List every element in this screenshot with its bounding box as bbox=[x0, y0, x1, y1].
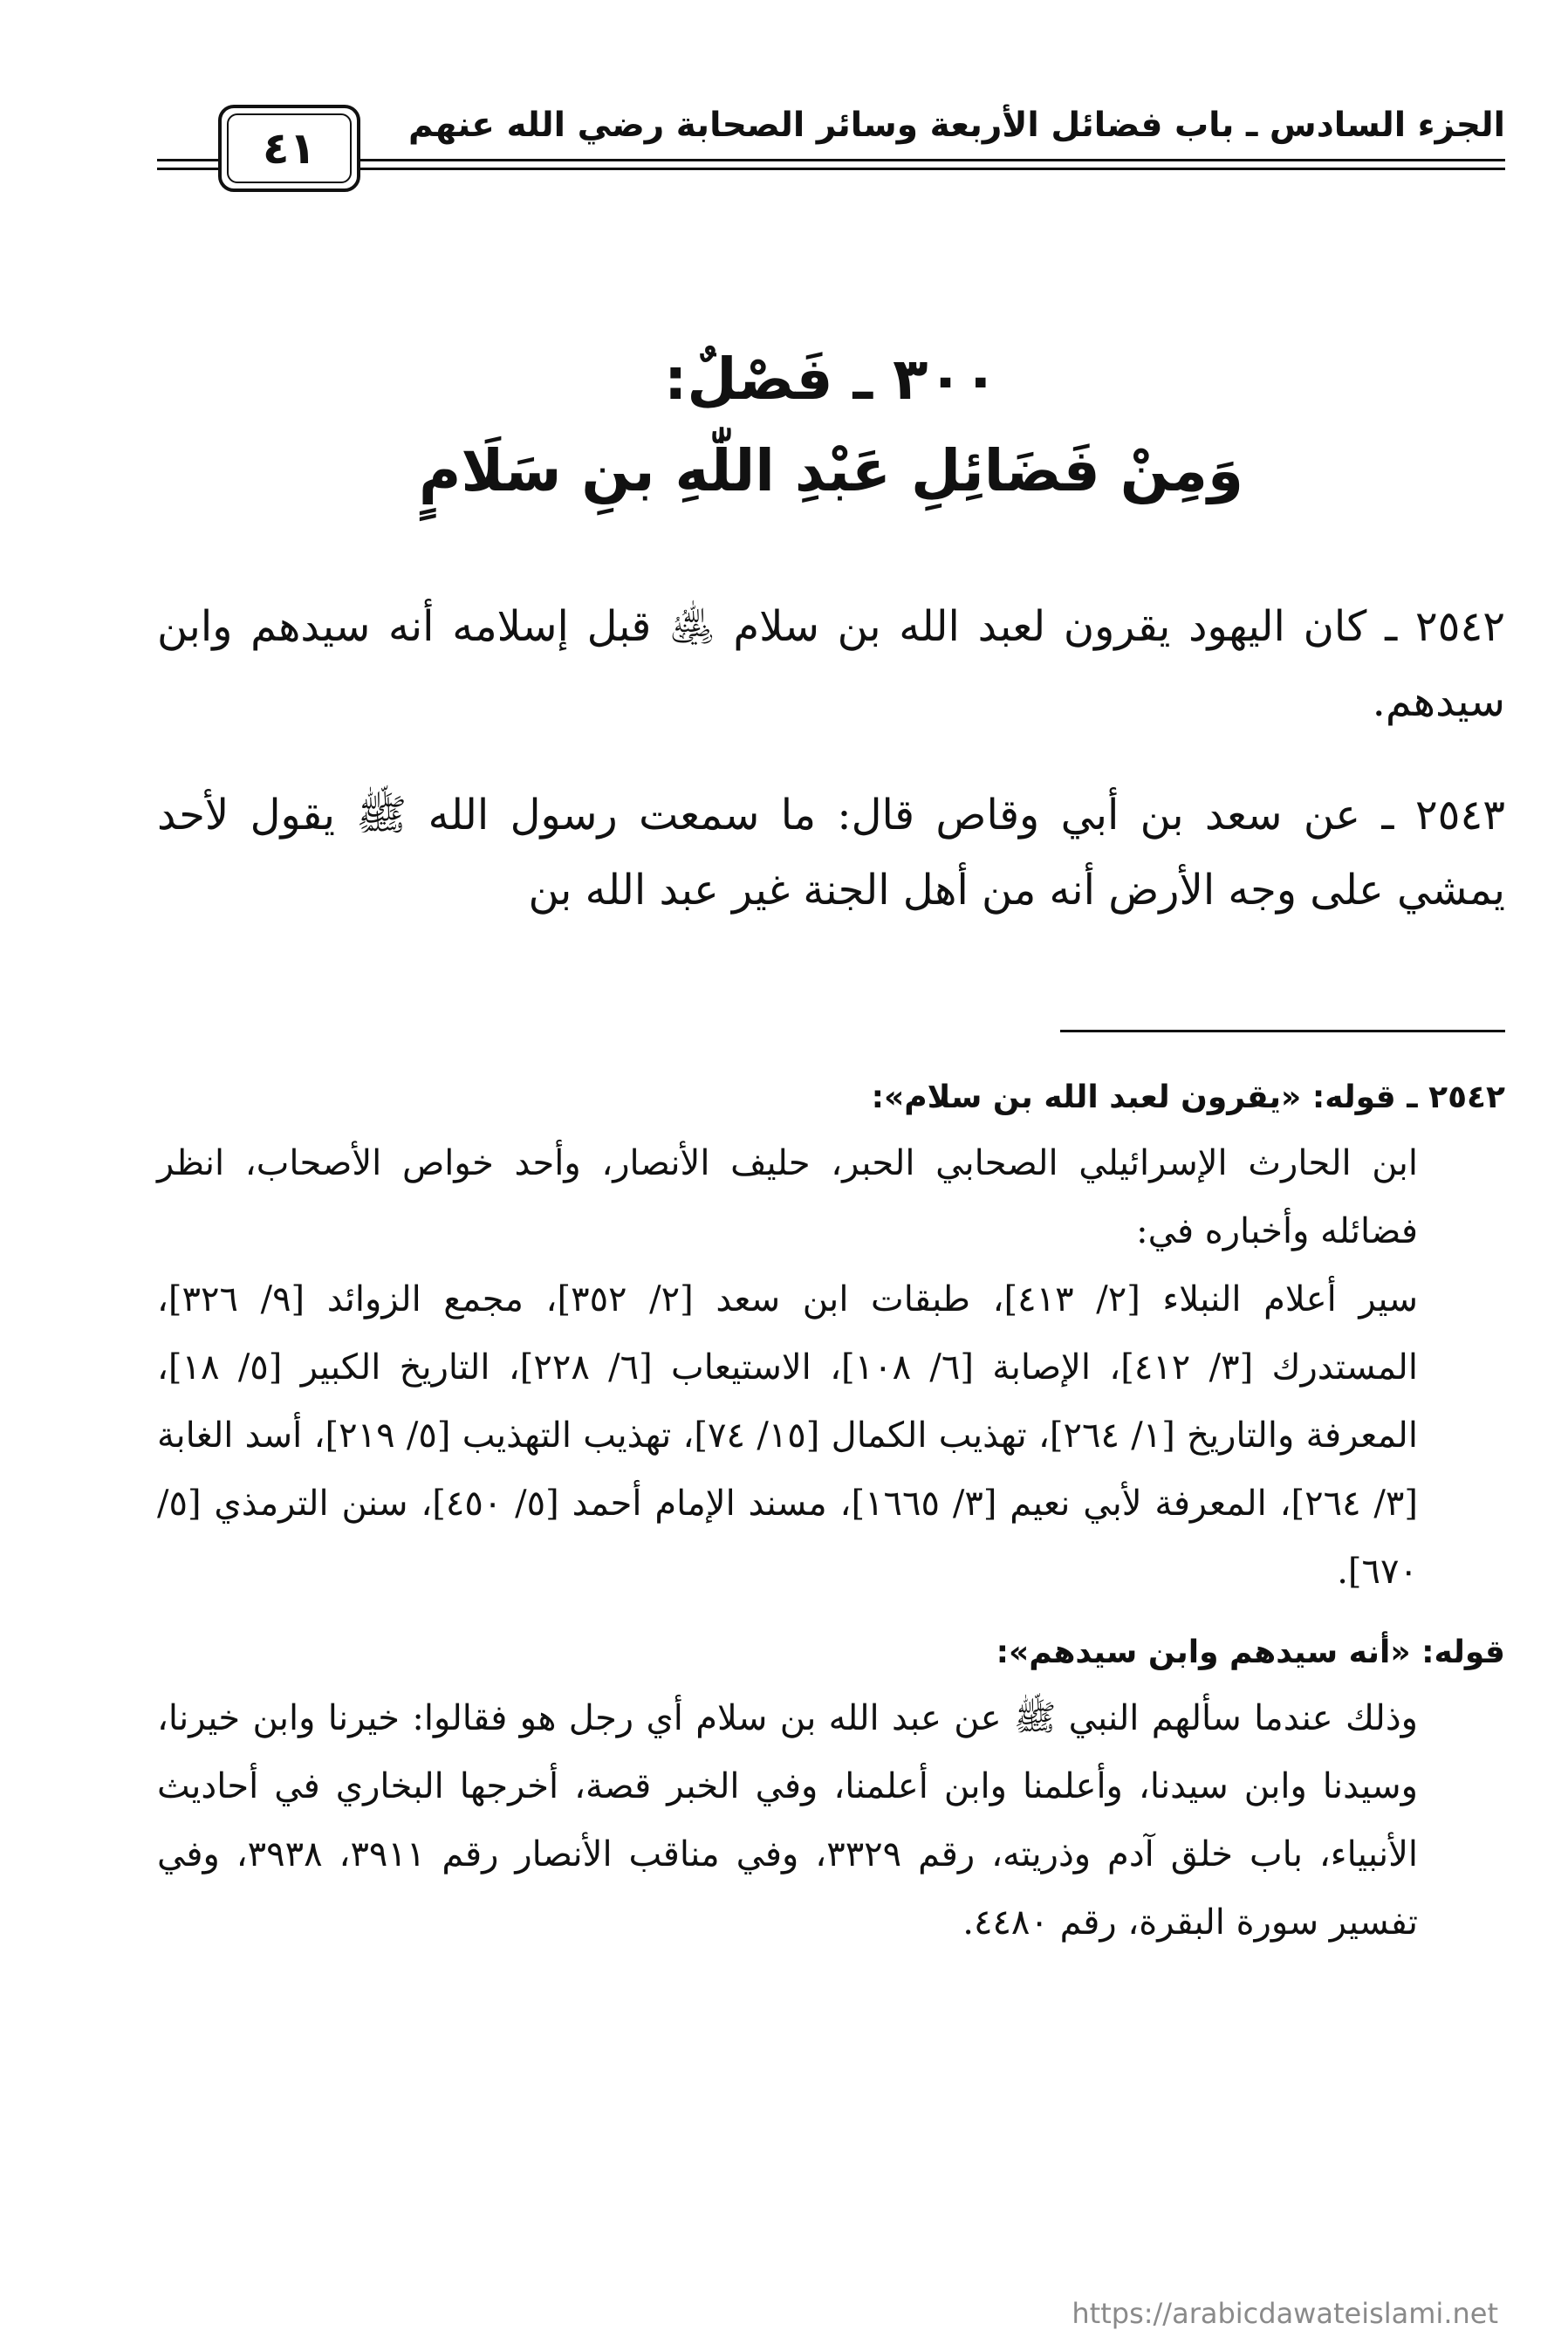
chapter-heading bbox=[157, 336, 1505, 519]
footnote-paragraph: ابن الحارث الإسرائيلي الصحابي الحبر، حليف الأنصار، وأحد خواص الأصحاب، انظر فضائله وأخباره في: bbox=[157, 1143, 1418, 1251]
running-header bbox=[157, 98, 1505, 202]
footnote-separator bbox=[1060, 1030, 1505, 1032]
hadith-2543: ٢٥٤٣ ـ عن سعد بن أبي وقاص قال: ما سمعت رسول الله ﷺ يقول لأحد يمشي على وجه الأرض أنه من أهل الجنة غير عبد الله بن bbox=[157, 791, 1505, 915]
footnote-heading-sayyiduhum: قوله: «أنه سيدهم وابن سيدهم»: bbox=[996, 1635, 1505, 1670]
running-title: الجزء السادس ـ باب فضائل الأربعة وسائر الصحابة رضي الله عنهم bbox=[407, 106, 1505, 145]
footnote-heading-2542: ٢٥٤٢ ـ قوله: «يقرون لعبد الله بن سلام»: bbox=[871, 1079, 1505, 1115]
section-number: ٣٠٠ ـ فَصْلٌ: bbox=[664, 346, 998, 413]
footnotes bbox=[157, 1066, 1505, 1957]
main-text bbox=[157, 589, 1505, 966]
page-number-frame bbox=[218, 105, 360, 192]
section-title: وَمِنْ فَضَائِلِ عَبْدِ اللّٰهِ بنِ سَلَامٍ bbox=[419, 437, 1243, 504]
hadith-2542: ٢٥٤٢ ـ كان اليهود يقرون لعبد الله بن سلام ﵁ قبل إسلامه أنه سيدهم وابن سيدهم. bbox=[157, 602, 1505, 726]
footnote-references: سير أعلام النبلاء [٢/ ٤١٣]، طبقات ابن سعد [٢/ ٣٥٢]، مجمع الزوائد [٩/ ٣٢٦]، المستدرك [٣/ ٤١٢]، الإصابة [٦/ ١٠٨]، الاستيعاب [٦/ ٢٢٨]، التاريخ الكبير [٥/ ١٨]، المعرفة والتاريخ [١/ ٢٦٤]، تهذيب الكمال [١٥/ ٧٤]، تهذيب التهذيب [٥/ ٢١٩]، أسد الغابة [٣/ ٢٦٤]، المعرفة لأبي نعيم [٣/ ١٦٦٥]، مسند الإمام أحمد [٥/ ٤٥٠]، سنن الترمذي [٥/ ٦٧٠]. bbox=[157, 1279, 1418, 1592]
watermark: https://arabicdawateislami.net bbox=[1072, 2297, 1498, 2330]
page-number: ٤١ bbox=[262, 123, 317, 174]
footnote-paragraph: وذلك عندما سألهم النبي ﷺ عن عبد الله بن سلام أي رجل هو فقالوا: خيرنا وابن خيرنا، وسيدنا وابن سيدنا، وأعلمنا وابن أعلمنا، وفي الخبر قصة، أخرجها البخاري في أحاديث الأنبياء، باب خلق آدم وذريته، رقم ٣٣٢٩، وفي مناقب الأنصار رقم ٣٩١١، ٣٩٣٨، وفي تفسير سورة البقرة، رقم ٤٤٨٠. bbox=[157, 1698, 1418, 1943]
